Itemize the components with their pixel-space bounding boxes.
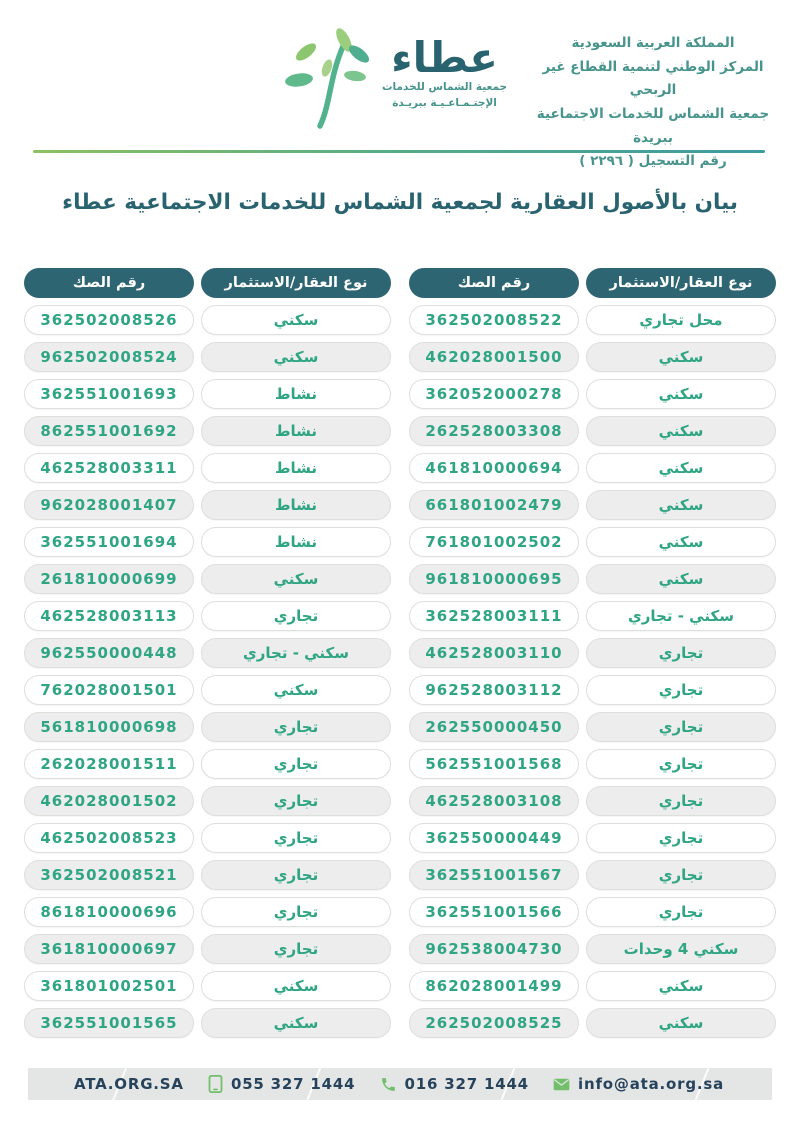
- table-row: [409, 712, 776, 742]
- table-row: [24, 527, 391, 557]
- deed-number-cell: 562551001568: [409, 749, 579, 779]
- table-row: [24, 934, 391, 964]
- table-row: [409, 453, 776, 483]
- column-header-property-type: نوع العقار/الاستثمار: [586, 268, 776, 298]
- deed-number-cell: 962502008524: [24, 342, 194, 372]
- deed-number-cell: 362551001693: [24, 379, 194, 409]
- deed-number-cell: 362502008521: [24, 860, 194, 890]
- email-address: info@ata.org.sa: [578, 1075, 724, 1093]
- deed-number-cell: 461810000694: [409, 453, 579, 483]
- table-row: [409, 971, 776, 1001]
- table-row: [24, 490, 391, 520]
- deed-number-cell: 761801002502: [409, 527, 579, 557]
- phone-number: 016 327 1444: [404, 1075, 529, 1093]
- table-row: [24, 971, 391, 1001]
- property-type-cell: تجاري: [586, 897, 776, 927]
- mobile-icon: [208, 1075, 223, 1093]
- table-row: [24, 786, 391, 816]
- table-row: [24, 823, 391, 853]
- property-type-cell: سكني: [201, 1008, 391, 1038]
- deed-number-cell: 462528003113: [24, 601, 194, 631]
- property-type-cell: تجاري: [586, 786, 776, 816]
- table-row: [409, 379, 776, 409]
- property-type-cell: تجاري: [201, 749, 391, 779]
- table-header-row: [409, 268, 776, 298]
- deed-number-cell: 361801002501: [24, 971, 194, 1001]
- logo-tagline-line1: جمعية الشماس للخدمات: [382, 81, 508, 94]
- table-row: [409, 564, 776, 594]
- deed-number-cell: 362551001694: [24, 527, 194, 557]
- property-type-cell: تجاري: [586, 823, 776, 853]
- deed-number-cell: 462528003110: [409, 638, 579, 668]
- deed-number-cell: 261810000699: [24, 564, 194, 594]
- property-type-cell: سكني: [586, 453, 776, 483]
- table-row: [24, 379, 391, 409]
- table-row: [409, 527, 776, 557]
- table-row: [24, 305, 391, 335]
- table-row: [24, 453, 391, 483]
- column-header-property-type: نوع العقار/الاستثمار: [201, 268, 391, 298]
- property-type-cell: سكني: [586, 564, 776, 594]
- website-text: ATA.ORG.SA: [74, 1075, 184, 1093]
- property-type-cell: تجاري: [586, 712, 776, 742]
- deed-number-cell: 262502008525: [409, 1008, 579, 1038]
- deed-number-cell: 362502008522: [409, 305, 579, 335]
- table-row: [24, 564, 391, 594]
- table-row: [24, 638, 391, 668]
- plant-leaves-icon: [284, 26, 376, 130]
- table-row: [409, 675, 776, 705]
- property-type-cell: سكني 4 وحدات: [586, 934, 776, 964]
- deed-number-cell: 462528003108: [409, 786, 579, 816]
- table-row: [409, 305, 776, 335]
- logo-wordmark: عطاء: [391, 33, 498, 82]
- deed-number-cell: 362528003111: [409, 601, 579, 631]
- deed-number-cell: 262028001511: [24, 749, 194, 779]
- property-type-cell: سكني: [586, 490, 776, 520]
- table-row: [24, 1008, 391, 1038]
- table-row: [24, 860, 391, 890]
- property-type-cell: سكني: [586, 527, 776, 557]
- property-type-cell: سكني: [586, 1008, 776, 1038]
- deed-number-cell: 962028001407: [24, 490, 194, 520]
- table-body: [24, 305, 391, 1038]
- table-row: [409, 416, 776, 446]
- deed-number-cell: 361810000697: [24, 934, 194, 964]
- deed-number-cell: 262528003308: [409, 416, 579, 446]
- phone-icon: [380, 1076, 397, 1093]
- org-line-association: جمعية الشماس للخدمات الاجتماعية ببريدة: [536, 105, 770, 146]
- property-type-cell: نشاط: [201, 453, 391, 483]
- table-row: [409, 823, 776, 853]
- org-line-center: المركز الوطني لتنمية القطاع غير الربحي: [542, 58, 764, 99]
- mobile-number: 055 327 1444: [230, 1075, 356, 1093]
- deed-number-cell: 762028001501: [24, 675, 194, 705]
- deed-number-cell: 362551001565: [24, 1008, 194, 1038]
- table-row: [409, 934, 776, 964]
- deed-number-cell: 362550000449: [409, 823, 579, 853]
- property-type-cell: نشاط: [201, 527, 391, 557]
- deed-number-cell: 962550000448: [24, 638, 194, 668]
- column-header-deed-number: رقم الصك: [24, 268, 194, 298]
- deed-number-cell: 462528003311: [24, 453, 194, 483]
- deed-number-cell: 661801002479: [409, 490, 579, 520]
- property-type-cell: سكني: [586, 379, 776, 409]
- deed-number-cell: 362551001567: [409, 860, 579, 890]
- table-row: [24, 601, 391, 631]
- footer-contact-bar: [28, 1068, 772, 1100]
- table-row: [24, 342, 391, 372]
- footer-phone: [380, 1075, 529, 1093]
- property-type-cell: تجاري: [586, 860, 776, 890]
- table-row: [409, 490, 776, 520]
- assets-tables: [24, 268, 776, 1045]
- table-row: [409, 638, 776, 668]
- deed-number-cell: 362551001566: [409, 897, 579, 927]
- property-type-cell: سكني: [201, 305, 391, 335]
- deed-number-cell: 262550000450: [409, 712, 579, 742]
- table-row: [24, 749, 391, 779]
- deed-number-cell: 962528003112: [409, 675, 579, 705]
- footer-mobile: [208, 1075, 355, 1093]
- property-type-cell: سكني: [586, 416, 776, 446]
- table-row: [409, 860, 776, 890]
- deed-number-cell: 961810000695: [409, 564, 579, 594]
- property-type-cell: تجاري: [201, 823, 391, 853]
- deed-number-cell: 561810000698: [24, 712, 194, 742]
- property-type-cell: سكني - تجاري: [586, 601, 776, 631]
- property-type-cell: سكني - تجاري: [201, 638, 391, 668]
- deed-number-cell: 362502008526: [24, 305, 194, 335]
- table-row: [24, 675, 391, 705]
- property-type-cell: سكني: [201, 342, 391, 372]
- header: [0, 24, 800, 170]
- deed-number-cell: 862028001499: [409, 971, 579, 1001]
- logo-text: [382, 26, 507, 112]
- org-line-country: المملكة العربية السعودية: [571, 35, 735, 51]
- deed-number-cell: 962538004730: [409, 934, 579, 964]
- property-type-cell: تجاري: [201, 786, 391, 816]
- property-type-cell: تجاري: [201, 860, 391, 890]
- table-body: [409, 305, 776, 1038]
- org-line-registration: رقم التسجيل ( ٢٢٩٦ ): [579, 153, 727, 170]
- property-type-cell: تجاري: [586, 638, 776, 668]
- property-type-cell: تجاري: [201, 601, 391, 631]
- deed-number-cell: 462028001500: [409, 342, 579, 372]
- table-row: [24, 897, 391, 927]
- deed-number-cell: 362052000278: [409, 379, 579, 409]
- property-type-cell: سكني: [201, 971, 391, 1001]
- deed-number-cell: 462028001502: [24, 786, 194, 816]
- table-row: [409, 1008, 776, 1038]
- logo-tagline-line2: الإجتـمـاعـيـة ببريـدة: [392, 96, 497, 109]
- property-type-cell: تجاري: [586, 749, 776, 779]
- property-type-cell: سكني: [586, 342, 776, 372]
- property-type-cell: سكني: [586, 971, 776, 1001]
- deed-number-cell: 462502008523: [24, 823, 194, 853]
- table-row: [409, 342, 776, 372]
- property-type-cell: نشاط: [201, 416, 391, 446]
- footer-website: [74, 1075, 184, 1093]
- property-type-cell: تجاري: [201, 712, 391, 742]
- property-type-cell: نشاط: [201, 379, 391, 409]
- table-row: [24, 416, 391, 446]
- property-type-cell: تجاري: [201, 934, 391, 964]
- assets-table-right: [409, 268, 776, 1045]
- envelope-icon: [553, 1078, 570, 1091]
- deed-number-cell: 861810000696: [24, 897, 194, 927]
- separator-line: [33, 150, 765, 153]
- table-row: [24, 712, 391, 742]
- footer-email: [553, 1075, 724, 1093]
- property-type-cell: سكني: [201, 564, 391, 594]
- property-type-cell: تجاري: [201, 897, 391, 927]
- org-logo: [284, 26, 507, 130]
- table-row: [409, 749, 776, 779]
- property-type-cell: تجاري: [586, 675, 776, 705]
- property-type-cell: نشاط: [201, 490, 391, 520]
- column-header-deed-number: رقم الصك: [409, 268, 579, 298]
- table-row: [409, 601, 776, 631]
- table-header-row: [24, 268, 391, 298]
- property-type-cell: سكني: [201, 675, 391, 705]
- assets-table-left: [24, 268, 391, 1045]
- table-row: [409, 897, 776, 927]
- property-type-cell: محل تجاري: [586, 305, 776, 335]
- deed-number-cell: 862551001692: [24, 416, 194, 446]
- page-title: بيان بالأصول العقارية لجمعية الشماس للخدمات الاجتماعية عطاء: [62, 190, 738, 215]
- table-row: [409, 786, 776, 816]
